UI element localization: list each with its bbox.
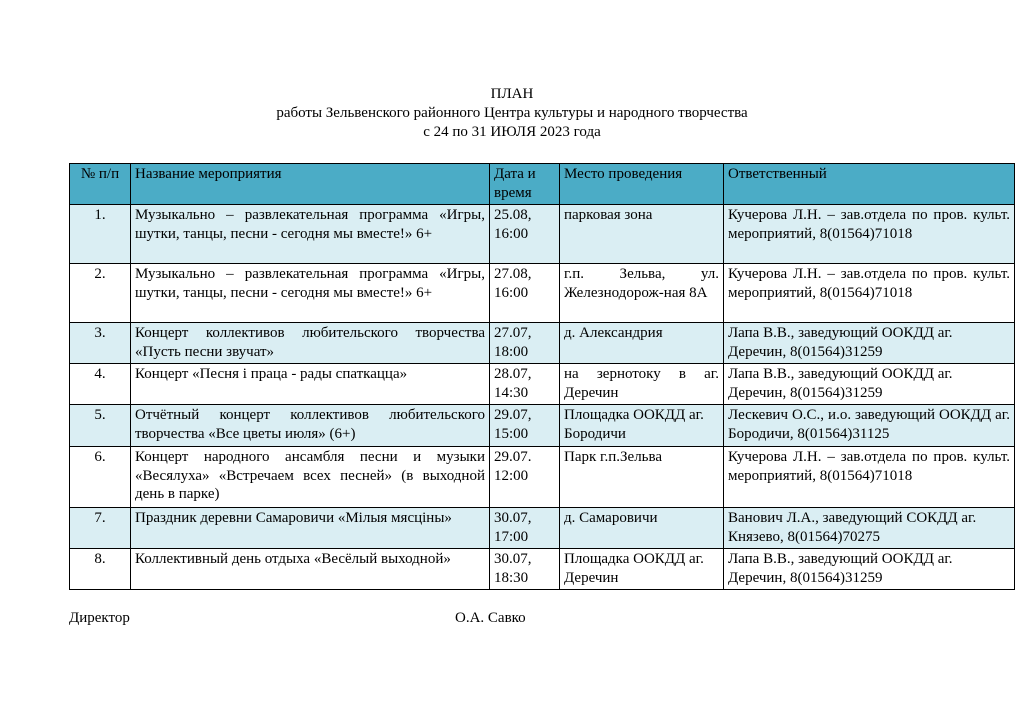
row-date: 29.07, 15:00 — [490, 405, 560, 447]
row-responsible: Лапа В.В., заведующий ООКДД аг. Деречин, 8(01564)31259 — [724, 364, 1015, 405]
header-num: № п/п — [70, 164, 131, 205]
events-table — [69, 163, 1015, 590]
header-place: Место проведения — [560, 164, 724, 205]
row-responsible: Лапа В.В., заведующий ООКДД аг. Деречин, 8(01564)31259 — [724, 549, 1015, 590]
row-responsible: Кучерова Л.Н. – зав.отдела по пров. культ. мероприятий, 8(01564)71018 — [724, 205, 1015, 264]
row-place: Парк г.п.Зельва — [560, 447, 724, 508]
row-num: 8. — [70, 549, 131, 590]
row-responsible: Лескевич О.С., и.о. заведующий ООКДД аг. Бородичи, 8(01564)31125 — [724, 405, 1015, 447]
row-date: 27.08, 16:00 — [490, 264, 560, 323]
table-row — [70, 364, 1015, 405]
title-line-2: работы Зельвенского районного Центра культуры и народного творчества — [276, 105, 748, 121]
table-row — [70, 508, 1015, 549]
header-responsible: Ответственный — [724, 164, 1015, 205]
row-responsible: Кучерова Л.Н. – зав.отдела по пров. культ. мероприятий, 8(01564)71018 — [724, 264, 1015, 323]
table-row — [70, 549, 1015, 590]
table-header-row — [70, 164, 1015, 205]
title-line-1: ПЛАН — [490, 86, 534, 102]
row-name: Концерт «Песня і праца - рады спаткацца» — [131, 364, 490, 405]
row-name: Праздник деревни Самаровичи «Мілыя мясціны» — [131, 508, 490, 549]
row-num: 1. — [70, 205, 131, 264]
row-name: Концерт коллективов любительского творчества «Пусть песни звучат» — [131, 323, 490, 364]
row-place: на зернотоку в аг. Деречин — [560, 364, 724, 405]
row-num: 7. — [70, 508, 131, 549]
table-row — [70, 405, 1015, 447]
row-num: 3. — [70, 323, 131, 364]
row-num: 2. — [70, 264, 131, 323]
table-row — [70, 323, 1015, 364]
row-place: г.п. Зельва, ул. Железнодорож-ная 8А — [560, 264, 724, 323]
row-place: Площадка ООКДД аг. Деречин — [560, 549, 724, 590]
row-date: 30.07, 18:30 — [490, 549, 560, 590]
row-place: Площадка ООКДД аг. Бородичи — [560, 405, 724, 447]
row-place: д. Самаровичи — [560, 508, 724, 549]
table-row — [70, 447, 1015, 508]
header-date: Дата и время — [490, 164, 560, 205]
row-responsible: Лапа В.В., заведующий ООКДД аг. Деречин, 8(01564)31259 — [724, 323, 1015, 364]
row-responsible: Ванович Л.А., заведующий СОКДД аг. Князево, 8(01564)70275 — [724, 508, 1015, 549]
row-date: 27.07, 18:00 — [490, 323, 560, 364]
row-place: парковая зона — [560, 205, 724, 264]
title-line-3: с 24 по 31 ИЮЛЯ 2023 года — [423, 124, 601, 140]
row-place: д. Александрия — [560, 323, 724, 364]
row-responsible: Кучерова Л.Н. – зав.отдела по пров. культ. мероприятий, 8(01564)71018 — [724, 447, 1015, 508]
row-num: 5. — [70, 405, 131, 447]
table-row — [70, 264, 1015, 323]
row-name: Музыкально – развлекательная программа «Игры, шутки, танцы, песни - сегодня мы вместе!» 6+ — [131, 264, 490, 323]
row-date: 30.07, 17:00 — [490, 508, 560, 549]
row-date: 28.07, 14:30 — [490, 364, 560, 405]
signature-name: О.А. Савко — [455, 610, 526, 626]
table-row — [70, 205, 1015, 264]
row-date: 25.08, 16:00 — [490, 205, 560, 264]
row-date: 29.07. 12:00 — [490, 447, 560, 508]
row-num: 6. — [70, 447, 131, 508]
header-name: Название мероприятия — [131, 164, 490, 205]
document-title — [0, 85, 1024, 142]
signature-position: Директор — [69, 610, 130, 626]
row-name: Концерт народного ансамбля песни и музыки «Весялуха» «Встречаем всех песней» (в выходной день в парке) — [131, 447, 490, 508]
row-num: 4. — [70, 364, 131, 405]
row-name: Коллективный день отдыха «Весёлый выходной» — [131, 549, 490, 590]
row-name: Музыкально – развлекательная программа «Игры, шутки, танцы, песни - сегодня мы вместе!» 6+ — [131, 205, 490, 264]
row-name: Отчётный концерт коллективов любительского творчества «Все цветы июля» (6+) — [131, 405, 490, 447]
